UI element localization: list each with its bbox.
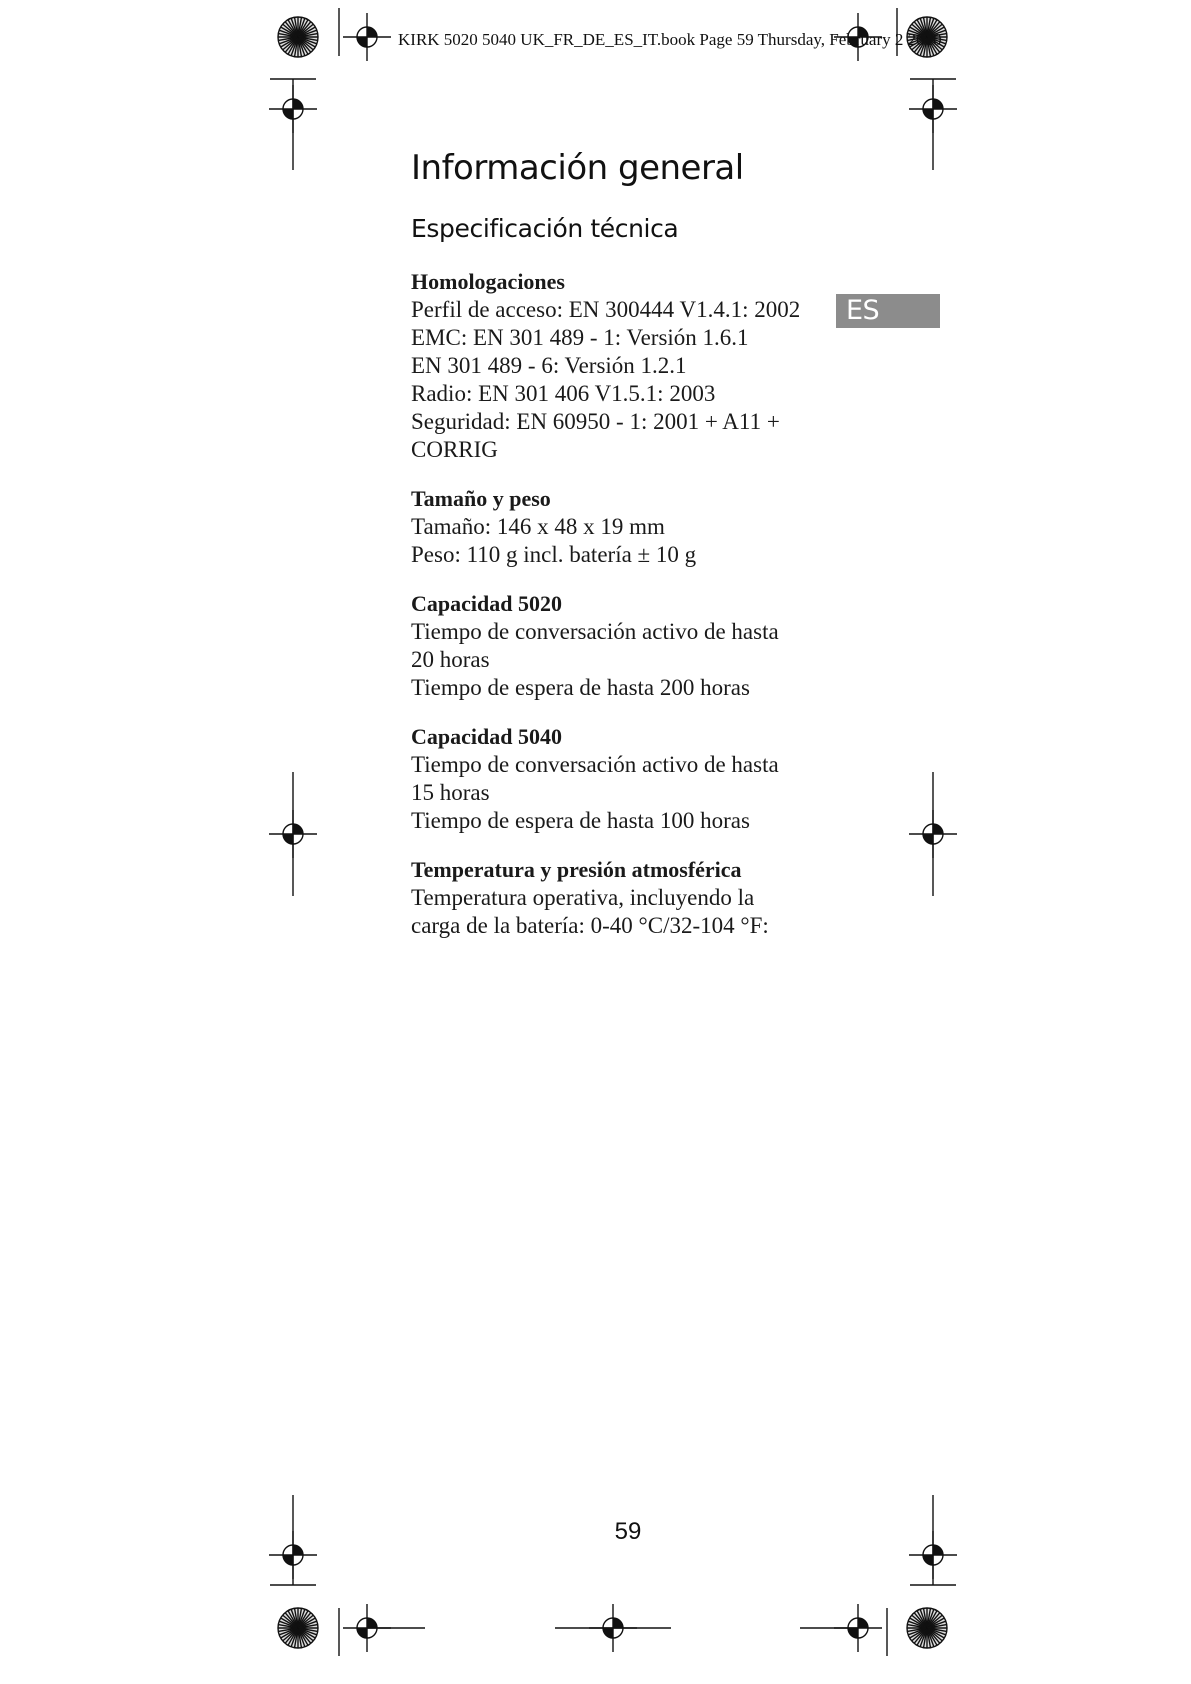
spec-section-approvals: [411, 268, 811, 464]
spec-heading: Capacidad 5020: [411, 591, 562, 616]
spec-line: Tamaño: 146 x 48 x 19 mm: [411, 514, 665, 539]
page-title: Información general: [411, 148, 744, 188]
crosshair-fill: [858, 1618, 868, 1628]
spec-line: Tiempo de conversación activo de hasta: [411, 619, 779, 644]
spec-line: Temperatura operativa, incluyendo la: [411, 885, 755, 910]
crosshair-fill: [357, 1628, 367, 1638]
spec-line: EN 301 489 - 6: Versión 1.2.1: [411, 353, 687, 378]
crosshair-fill: [603, 1628, 613, 1638]
spec-line: Seguridad: EN 60950 - 1: 2001 + A11 +: [411, 409, 780, 434]
crosshair-fill: [848, 1628, 858, 1638]
spec-line: Tiempo de espera de hasta 200 horas: [411, 675, 750, 700]
crosshair-fill: [613, 1618, 623, 1628]
spec-body: [411, 268, 811, 961]
spec-line: Tiempo de conversación activo de hasta: [411, 752, 779, 777]
language-tab-label: ES: [846, 295, 880, 326]
crosshair-fill: [923, 1555, 933, 1565]
spec-line: 15 horas: [411, 780, 490, 805]
spec-section-capacity-5020: [411, 590, 811, 702]
crosshair-fill: [293, 824, 303, 834]
language-tab: [836, 294, 940, 328]
crosshair-fill: [357, 37, 367, 47]
crosshair-fill: [367, 1618, 377, 1628]
spec-heading: Capacidad 5040: [411, 724, 562, 749]
spec-line: EMC: EN 301 489 - 1: Versión 1.6.1: [411, 325, 749, 350]
spec-line: CORRIG: [411, 437, 498, 462]
spec-heading: Homologaciones: [411, 269, 565, 294]
crosshair-fill: [933, 99, 943, 109]
crosshair-fill: [933, 1545, 943, 1555]
crosshair-fill: [283, 1555, 293, 1565]
crosshair-fill: [283, 109, 293, 119]
crosshair-fill: [367, 27, 377, 37]
section-subtitle: Especificación técnica: [411, 214, 679, 243]
crosshair-fill: [923, 834, 933, 844]
spec-line: Perfil de acceso: EN 300444 V1.4.1: 2002: [411, 297, 801, 322]
crosshair-fill: [293, 99, 303, 109]
spec-line: Peso: 110 g incl. batería ± 10 g: [411, 542, 697, 567]
spec-heading: Temperatura y presión atmosférica: [411, 857, 742, 882]
spec-section-capacity-5040: [411, 723, 811, 835]
spec-heading: Tamaño y peso: [411, 486, 551, 511]
spec-section-temperature: [411, 856, 811, 940]
spec-section-size-weight: [411, 485, 811, 569]
print-header-slug: KIRK 5020 5040 UK_FR_DE_ES_IT.book Page 59 Thursday, February 2 2010: [398, 30, 942, 49]
crosshair-fill: [293, 1545, 303, 1555]
spec-line: 20 horas: [411, 647, 490, 672]
crosshair-fill: [933, 824, 943, 834]
spec-line: Tiempo de espera de hasta 100 horas: [411, 808, 750, 833]
spec-line: carga de la batería: 0-40 °C/32-104 °F:: [411, 913, 769, 938]
page-number: 59: [614, 1518, 642, 1545]
crosshair-fill: [923, 109, 933, 119]
crosshair-fill: [283, 834, 293, 844]
spec-line: Radio: EN 301 406 V1.5.1: 2003: [411, 381, 716, 406]
